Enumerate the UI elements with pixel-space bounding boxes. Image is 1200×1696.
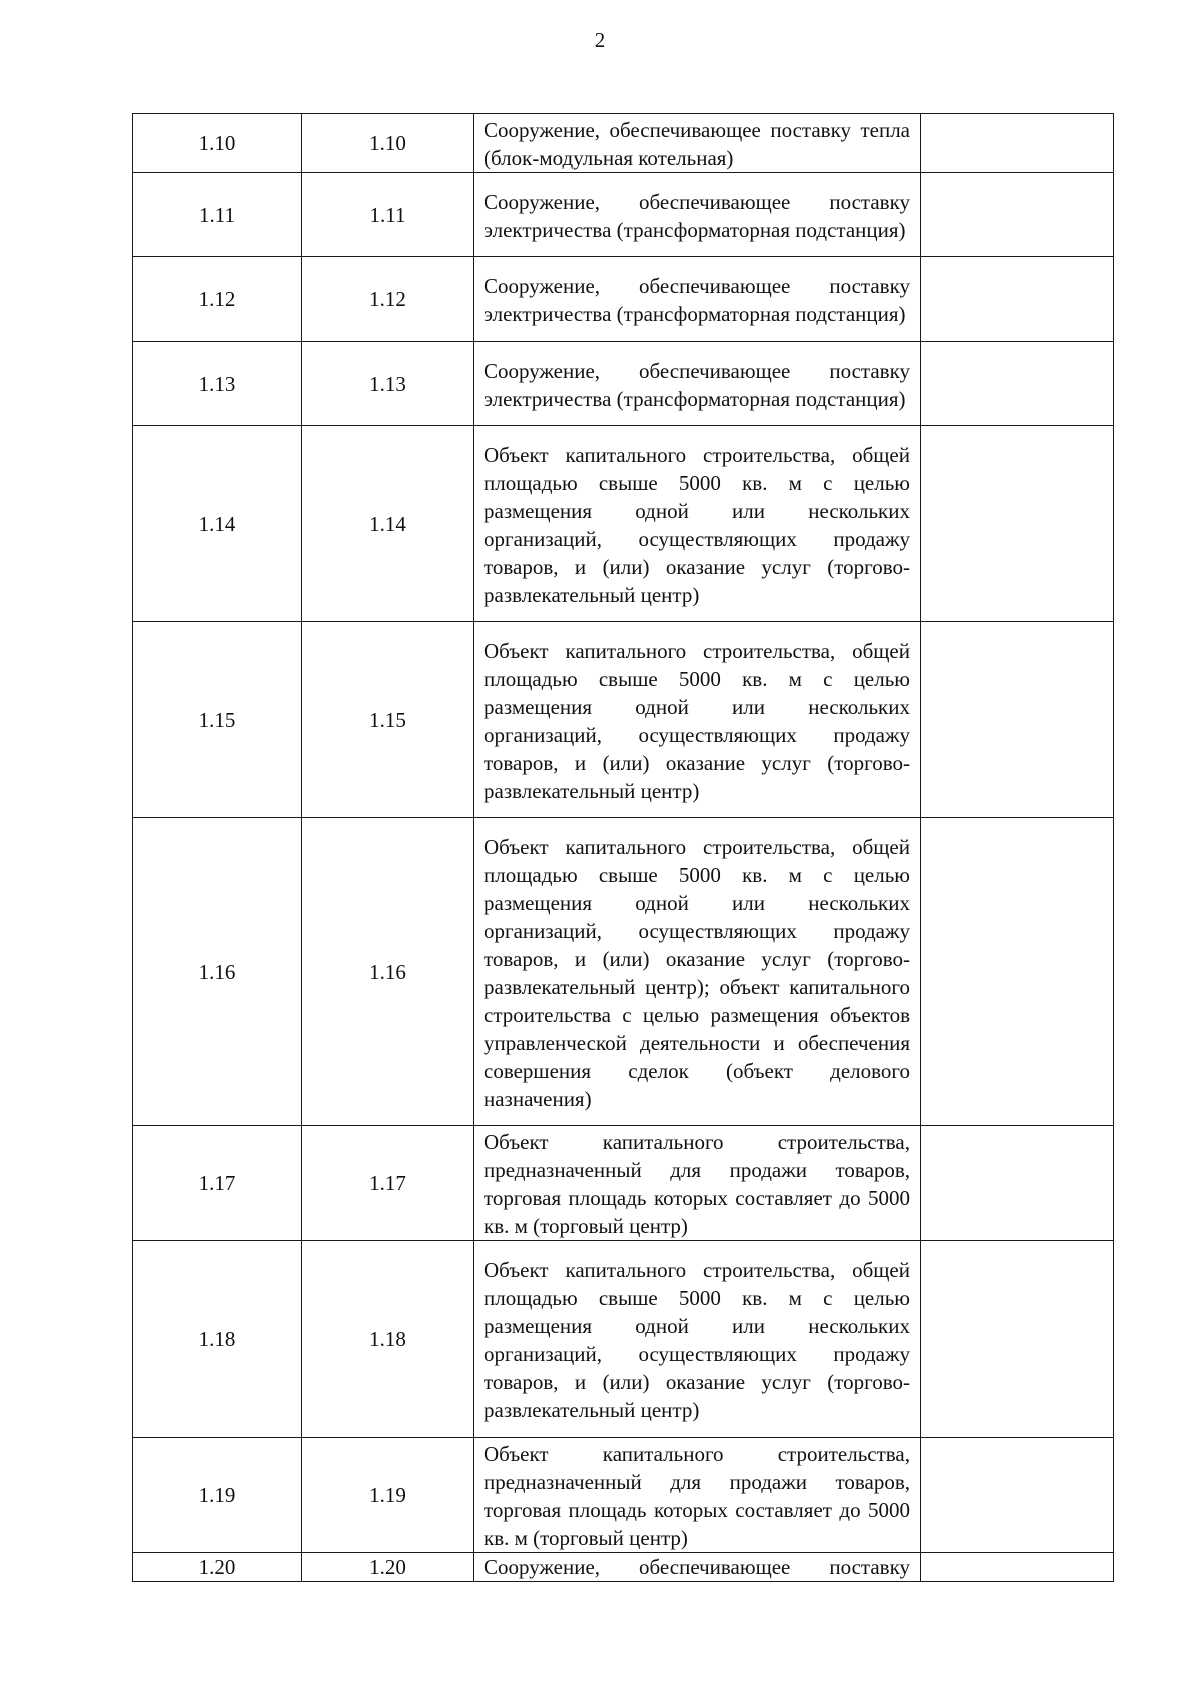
row-extra-cell [921,173,1114,257]
row-description-cell: Сооружение, обеспечивающее поставку электричества (трансформаторная подстанция) [474,342,921,426]
row-code-cell: 1.13 [302,342,474,426]
row-number-cell: 1.12 [133,257,302,342]
table-row [133,1438,1114,1553]
row-description-cell: Объект капитального строительства, общей площадью свыше 5000 кв. м с целью размещения одной или нескольких организаций, осуществляющих продажу товаров, и (или) оказание услуг (торгово-развлекательный центр); объект капитального строительства с целью размещения объектов управленческой деятельности и обеспечения совершения сделок (объект делового назначения) [474,818,921,1126]
row-number-cell: 1.18 [133,1241,302,1438]
row-description-cell: Объект капитального строительства, общей площадью свыше 5000 кв. м с целью размещения одной или нескольких организаций, осуществляющих продажу товаров, и (или) оказание услуг (торгово-развлекательный центр) [474,622,921,818]
row-description-cell: Объект капитального строительства, общей площадью свыше 5000 кв. м с целью размещения одной или нескольких организаций, осуществляющих продажу товаров, и (или) оказание услуг (торгово-развлекательный центр) [474,426,921,622]
row-extra-cell [921,1126,1114,1241]
row-number-cell: 1.13 [133,342,302,426]
row-code-cell: 1.10 [302,114,474,173]
row-extra-cell [921,114,1114,173]
row-number-cell: 1.20 [133,1553,302,1582]
row-description-cell: Объект капитального строительства, предназначенный для продажи товаров, торговая площадь которых составляет до 5000 кв. м (торговый центр) [474,1438,921,1553]
table-row [133,342,1114,426]
table-row [133,114,1114,173]
row-code-cell: 1.19 [302,1438,474,1553]
row-code-cell: 1.14 [302,426,474,622]
table-row [133,1126,1114,1241]
row-description-cell: Сооружение, обеспечивающее поставку тепла (блок-модульная котельная) [474,114,921,173]
row-extra-cell [921,818,1114,1126]
row-number-cell: 1.19 [133,1438,302,1553]
table-row [133,426,1114,622]
row-extra-cell [921,1553,1114,1582]
table-row [133,622,1114,818]
row-extra-cell [921,342,1114,426]
row-number-cell: 1.15 [133,622,302,818]
row-extra-cell [921,1438,1114,1553]
table-row [133,1553,1114,1582]
row-description-cell: Сооружение, обеспечивающее поставку электричества (трансформаторная подстанция) [474,173,921,257]
row-code-cell: 1.15 [302,622,474,818]
row-code-cell: 1.11 [302,173,474,257]
row-extra-cell [921,622,1114,818]
row-number-cell: 1.10 [133,114,302,173]
row-number-cell: 1.14 [133,426,302,622]
objects-table [132,113,1114,1582]
table-row [133,1241,1114,1438]
row-description-cell: Сооружение, обеспечивающее поставку электричества (трансформаторная подстанция) [474,257,921,342]
row-description-cell: Сооружение, обеспечивающее поставку [474,1553,921,1582]
table-row [133,257,1114,342]
row-description-cell: Объект капитального строительства, предназначенный для продажи товаров, торговая площадь которых составляет до 5000 кв. м (торговый центр) [474,1126,921,1241]
row-number-cell: 1.17 [133,1126,302,1241]
row-number-cell: 1.16 [133,818,302,1126]
row-extra-cell [921,1241,1114,1438]
table-row [133,818,1114,1126]
row-code-cell: 1.18 [302,1241,474,1438]
row-code-cell: 1.17 [302,1126,474,1241]
row-extra-cell [921,426,1114,622]
row-extra-cell [921,257,1114,342]
row-code-cell: 1.20 [302,1553,474,1582]
row-code-cell: 1.16 [302,818,474,1126]
row-number-cell: 1.11 [133,173,302,257]
row-description-cell: Объект капитального строительства, общей площадью свыше 5000 кв. м с целью размещения одной или нескольких организаций, осуществляющих продажу товаров, и (или) оказание услуг (торгово-развлекательный центр) [474,1241,921,1438]
row-code-cell: 1.12 [302,257,474,342]
page-number: 2 [594,28,606,52]
table-row [133,173,1114,257]
